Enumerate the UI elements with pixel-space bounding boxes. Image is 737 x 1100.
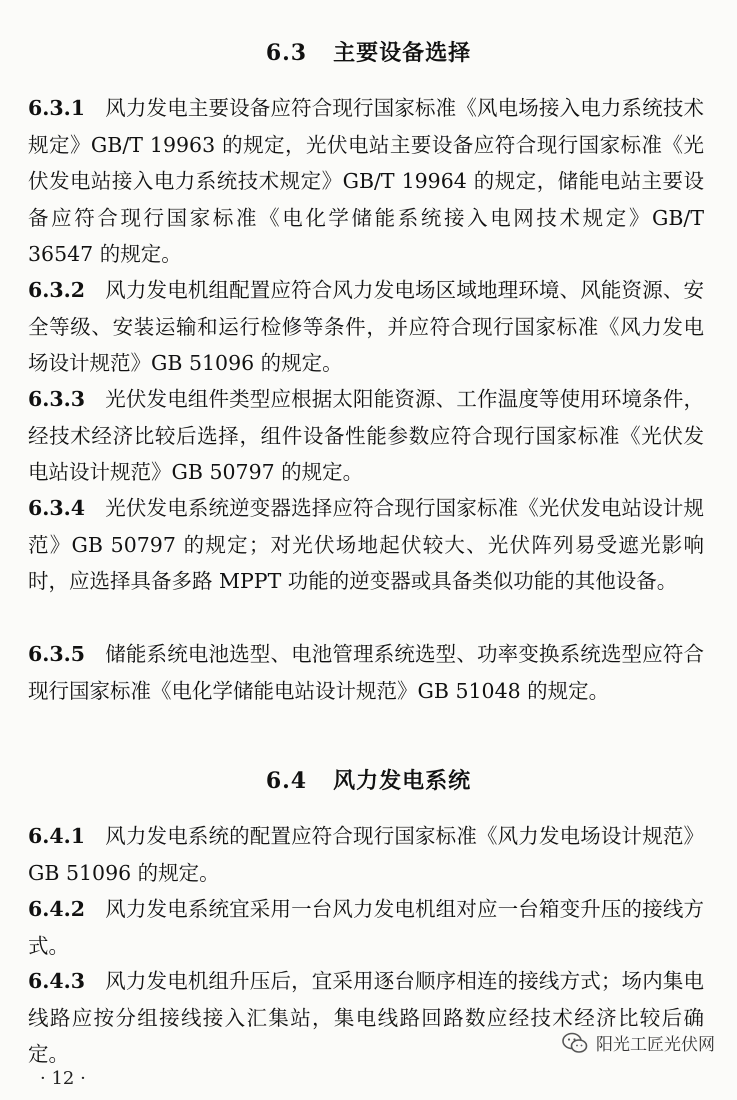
clause-number: 6.3.1 [28,96,86,120]
section-heading-6-4 [0,764,737,795]
clause-number: 6.3.5 [28,642,86,666]
clause-6-3-1 [28,90,704,273]
clause-6-3-5 [28,636,704,709]
clause-text: 风力发电机组配置应符合风力发电场区域地理环境、风能资源、安全等级、安装运输和运行检修等条件，并应符合现行国家标准《风力发电场设计规范》GB 51096 的规定。 [28,278,704,375]
clause-6-4-2 [28,891,704,964]
clause-6-4-1 [28,818,704,891]
clause-number: 6.3.3 [28,387,86,411]
clause-number: 6.4.2 [28,897,86,921]
clause-text: 光伏发电系统逆变器选择应符合现行国家标准《光伏发电站设计规范》GB 50797 的规定；对光伏场地起伏较大、光伏阵列易受遮光影响时，应选择具备多路 MPPT 功能的逆变器或具备类似功能的其他设备。 [28,496,704,593]
clause-text: 风力发电主要设备应符合现行国家标准《风电场接入电力系统技术规定》GB/T 19963 的规定，光伏电站主要设备应符合现行国家标准《光伏发电站接入电力系统技术规定》GB/T 19964 的规定，储能电站主要设备应符合现行国家标准《电化学储能系统接入电网技术规定》GB/T 36547 的规定。 [28,96,704,266]
section-title: 主要设备选择 [333,41,472,66]
watermark [562,1030,715,1055]
clause-6-3-4 [28,490,704,600]
clause-6-3-3 [28,381,704,491]
clause-6-3-2 [28,272,704,382]
page-number: · 12 · [40,1068,86,1089]
clause-text: 风力发电系统宜采用一台风力发电机组对应一台箱变升压的接线方式。 [28,897,704,958]
clause-number: 6.3.2 [28,278,86,302]
clause-number: 6.4.1 [28,824,86,848]
clause-text: 光伏发电组件类型应根据太阳能资源、工作温度等使用环境条件，经技术经济比较后选择，组件设备性能参数应符合现行国家标准《光伏发电站设计规范》GB 50797 的规定。 [28,387,704,484]
watermark-text: 阳光工匠光伏网 [596,1035,715,1055]
clause-text: 风力发电系统的配置应符合现行国家标准《风力发电场设计规范》GB 51096 的规定。 [28,824,704,885]
clause-number: 6.4.3 [28,969,86,993]
clause-number: 6.3.4 [28,496,86,520]
clause-6-4-3 [28,963,704,1073]
section-heading-6-3 [0,36,737,67]
section-number: 6.3 [265,40,308,66]
section-number: 6.4 [265,768,308,794]
section-title: 风力发电系统 [333,769,472,794]
clause-text: 储能系统电池选型、电池管理系统选型、功率变换系统选型应符合现行国家标准《电化学储能电站设计规范》GB 51048 的规定。 [28,642,704,703]
wechat-icon [562,1032,588,1054]
clause-text: 风力发电机组升压后，宜采用逐台顺序相连的接线方式；场内集电线路应按分组接线接入汇集站，集电线路回路数应经技术经济比较后确定。 [28,969,704,1066]
